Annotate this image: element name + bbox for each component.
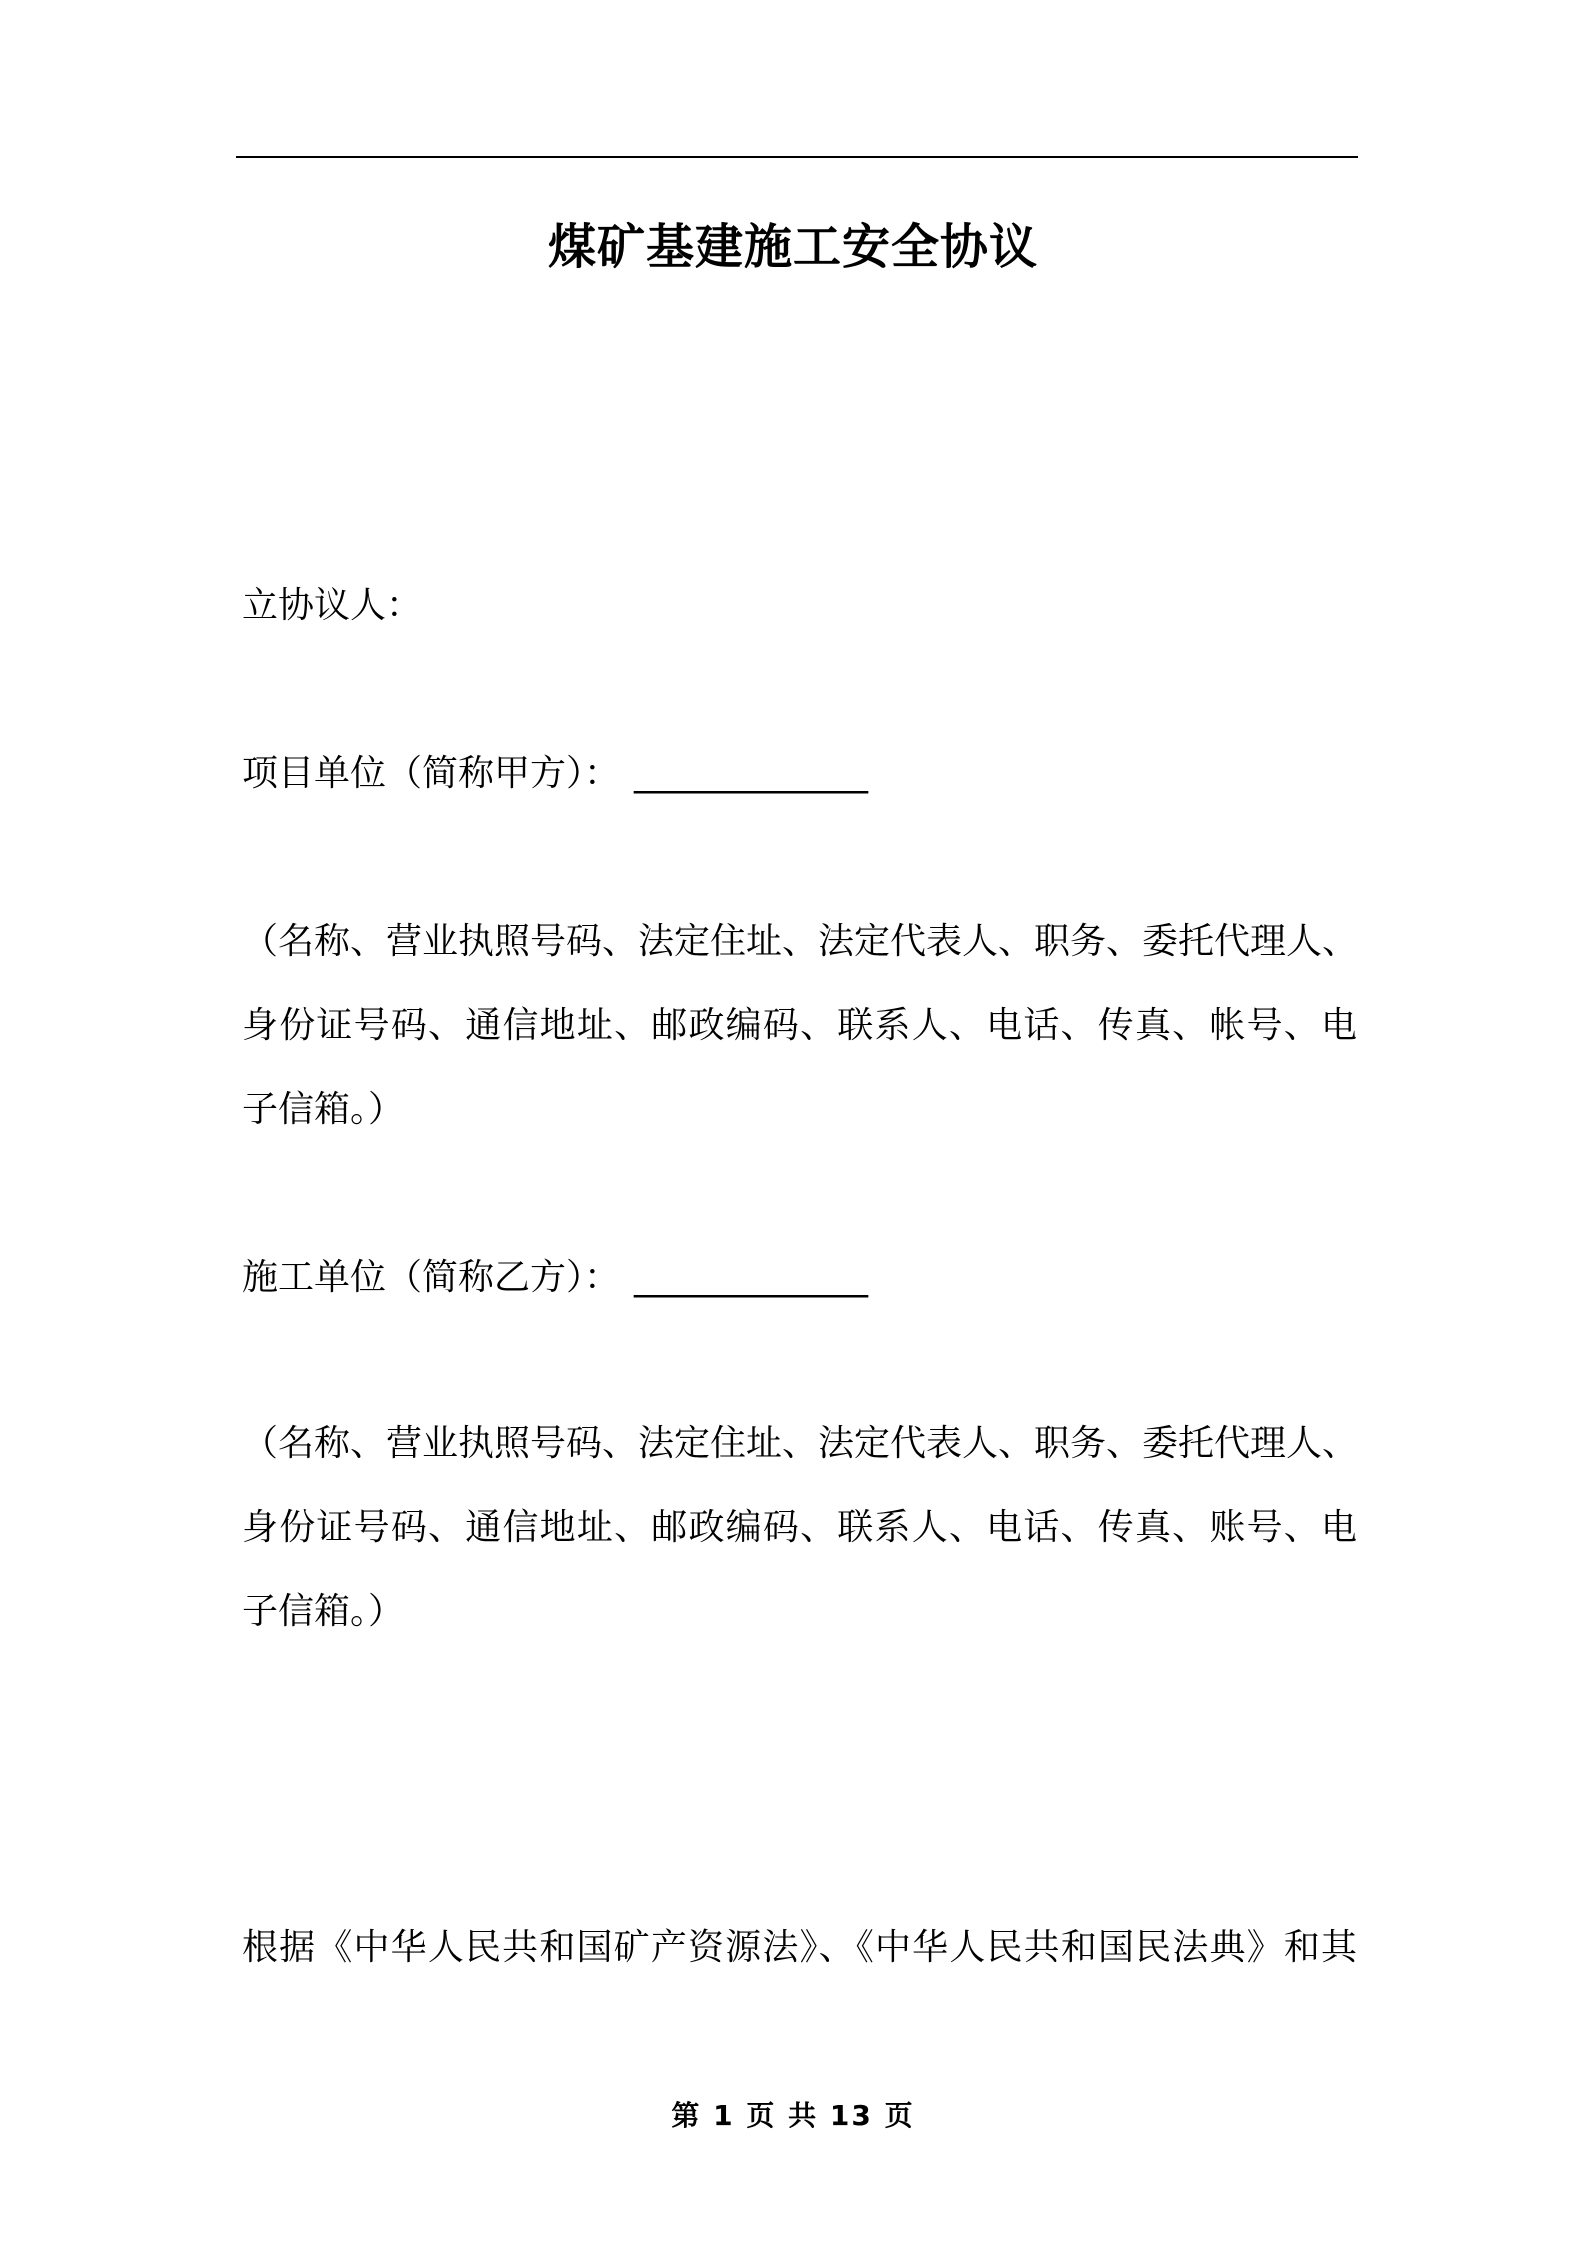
party-b-label: 施工单位（简称乙方）： [242, 1257, 621, 1298]
party-a-line [242, 732, 1357, 816]
party-b-details-line-3: 子信箱。） [242, 1591, 405, 1632]
party-a-details-line-1: （名称、营业执照号码、法定住址、法定代表人、职务、委托代理人、 [242, 921, 1359, 962]
party-a-details-line-2: 身份证号码、通信地址、邮政编码、联系人、电话、传真、帐号、电 [242, 1005, 1357, 1046]
document-title: 煤矿基建施工安全协议 [547, 219, 1038, 275]
parties-heading: 立协议人： [242, 585, 423, 626]
page-number-footer: 第 1 页 共 13 页 [671, 2099, 915, 2132]
party-a-label: 项目单位（简称甲方）： [242, 753, 621, 794]
party-b-details-line-1: （名称、营业执照号码、法定住址、法定代表人、职务、委托代理人、 [242, 1423, 1359, 1464]
header-rule [236, 156, 1358, 158]
party-b-details-line-2: 身份证号码、通信地址、邮政编码、联系人、电话、传真、账号、电 [242, 1507, 1357, 1548]
party-a-blank: _____________ [634, 753, 869, 794]
basis-paragraph-line: 根据《中华人民共和国矿产资源法》、《中华人民共和国民法典》和其 [242, 1927, 1357, 1968]
party-a-details-line-3: 子信箱。） [242, 1089, 405, 1130]
party-b-blank: _____________ [634, 1257, 869, 1298]
party-b-line [242, 1236, 1357, 1320]
